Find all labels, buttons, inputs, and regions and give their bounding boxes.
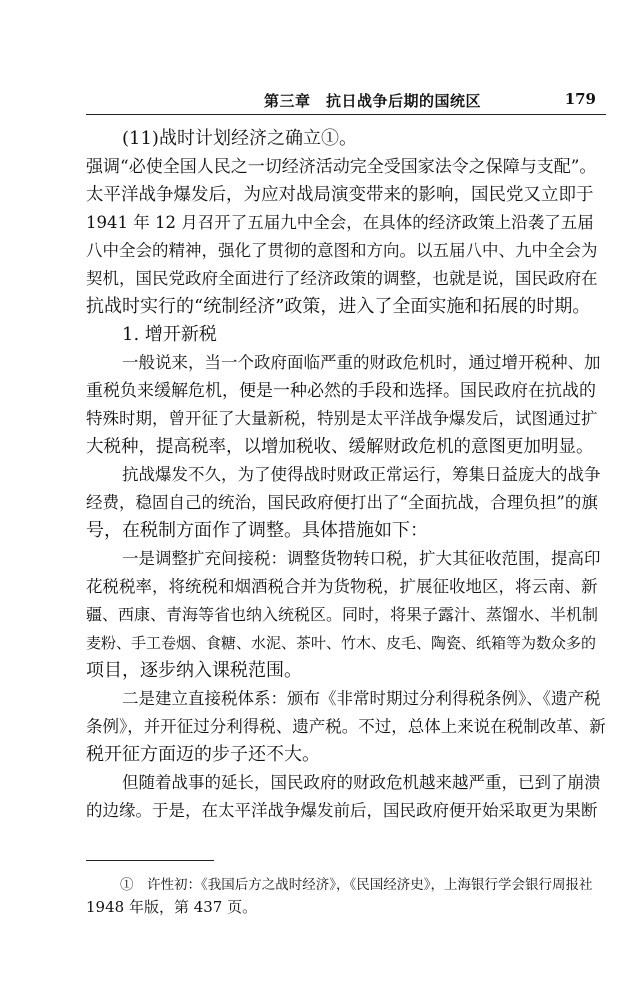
text-line: 八中全会的精神，强化了贯彻的意图和方向。以五届八中、九中全会为 [86, 241, 598, 260]
text-line: 一是调整扩充间接税：调整货物转口税，扩大其征收范围，提高印 [122, 549, 601, 568]
text-line: 花税税率，将统税和烟酒税合并为货物税，扩展征收地区，将云南、新 [86, 577, 598, 596]
text-line: 抗战爆发不久，为了使得战时财政正常运行，筹集日益庞大的战争 [122, 465, 601, 484]
footnote [86, 874, 606, 918]
text-line: 号，在税制方面作了调整。具体措施如下： [86, 520, 428, 541]
text-line: 麦粉、手工卷烟、食糖、水泥、茶叶、竹木、皮毛、陶瓷、纸箱等为数众多的 [86, 634, 597, 652]
text-line: 一般说来，当一个政府面临严重的财政危机时，通过增开税种、加 [122, 353, 601, 372]
text-line: 条例》，并开征过分利得税、遗产税。不过，总体上来说在税制改革、新 [86, 717, 606, 736]
text-line: 契机，国民党政府全面进行了经济政策的调整，也就是说，国民政府在 [86, 269, 598, 288]
chapter-title: 第三章 抗日战争后期的国统区 [264, 92, 482, 110]
text-line: 税开征方面迈的步子还不大。 [86, 744, 320, 765]
footnote-line: ① 许性初：《我国后方之战时经济》，《民国经济史》，上海银行学会银行周报社 [120, 877, 593, 893]
text-line: 大税种，提高税率，以增加税收、缓解财政危机的意图更加明显。 [86, 437, 594, 457]
running-header [86, 90, 606, 114]
text-line: 1. 增开新税 [122, 324, 217, 345]
text-line: 经费，稳固自己的统治，国民政府便打出了“全面抗战，合理负担”的旗 [86, 493, 598, 512]
text-line: 抗战时实行的“统制经济”政策，进入了全面实施和拓展的时期。 [86, 296, 591, 317]
text-line: 疆、西康、青海等省也纳入统税区。同时，将果子露汁、蒸馏水、半机制 [86, 605, 599, 624]
page-number: 179 [564, 90, 596, 108]
text-line: 但随着战事的延长，国民政府的财政危机越来越严重，已到了崩溃 [122, 773, 601, 792]
text-line: 强调“必使全国人民之一切经济活动完全受国家法令之保障与支配”。 [86, 157, 597, 177]
footnote-line: 1948 年版，第 437 页。 [86, 898, 258, 916]
text-line: 二是建立直接税体系：颁布《非常时期过分利得税条例》、《遗产税 [122, 689, 601, 708]
text-line: 1941 年 12 月召开了五届九中全会，在具体的经济政策上沿袭了五届 [86, 213, 594, 232]
text-line: 项目，逐步纳入课税范围。 [86, 660, 302, 681]
footnote-divider [86, 860, 214, 861]
body-text [86, 125, 606, 825]
text-line: 特殊时期，曾开征了大量新税，特别是太平洋战争爆发后，试图通过扩 [86, 409, 598, 428]
header-divider [86, 114, 606, 115]
text-line: 的边缘。于是，在太平洋战争爆发前后，国民政府便开始采取更为果断 [86, 801, 598, 820]
text-line: (11)战时计划经济之确立①。 [122, 128, 357, 149]
text-line: 重税负来缓解危机，便是一种必然的手段和选择。国民政府在抗战的 [86, 381, 596, 401]
text-line: 太平洋战争爆发后，为应对战局演变带来的影响，国民党又立即于 [86, 185, 594, 205]
